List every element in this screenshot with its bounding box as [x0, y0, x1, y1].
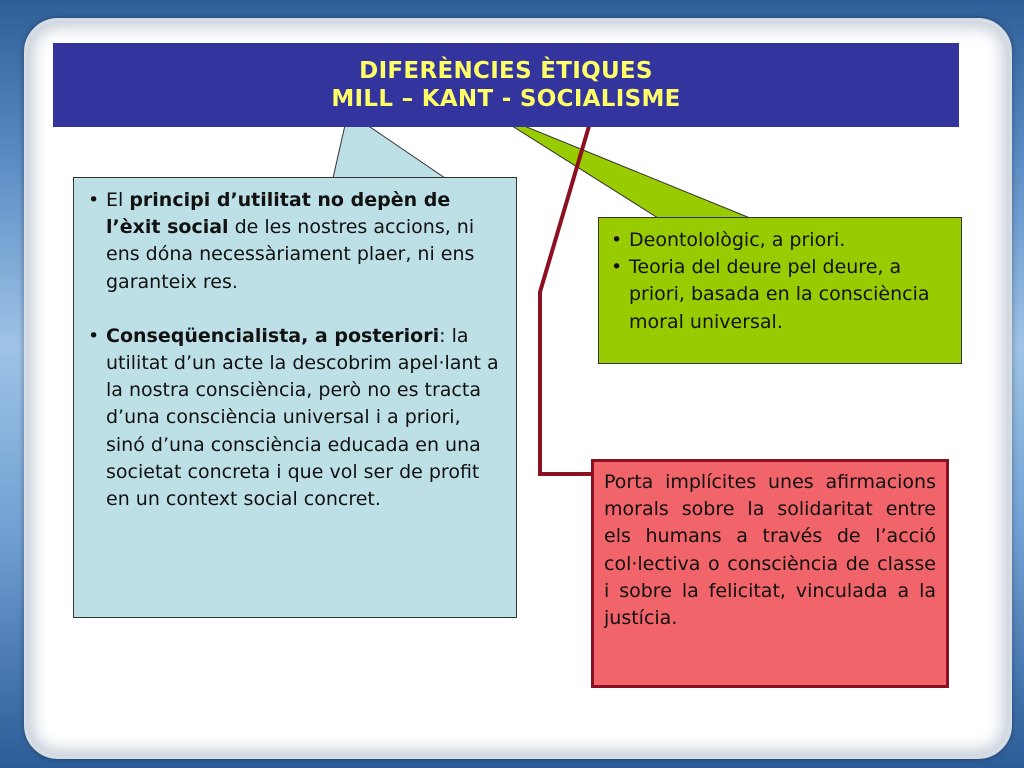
kant-item-2-text: Teoria del deure pel deure, a priori, basada en la consciència moral universal.	[629, 256, 930, 333]
bullet-icon: •	[611, 229, 623, 251]
kant-item-1-text: Deontolològic, a priori.	[629, 229, 846, 251]
mill-box	[73, 177, 517, 618]
bullet-icon: •	[88, 189, 100, 211]
title-line-2: MILL – KANT - SOCIALISME	[331, 86, 681, 112]
mill-item-1-text: de les nostres accions, ni ens dóna necessàriament plaer, ni ens garanteix res.	[106, 216, 475, 293]
bullet-icon: •	[611, 256, 623, 279]
socialism-box	[591, 459, 949, 688]
mill-item-1-bold: principi d’utilitat no depèn de l’èxit social	[106, 189, 451, 239]
list-item	[86, 323, 504, 513]
kant-callout-pointer	[490, 112, 750, 218]
kant-box	[598, 217, 962, 364]
list-spacer	[86, 296, 504, 323]
list-item	[609, 227, 951, 254]
bullet-icon: •	[88, 324, 100, 347]
mill-item-2-text: : la utilitat d’un acte la descobrim apel·lant a la nostra consciència, però no es tracta d’una consciència universal i a priori, sinó d’una consciència educada en una societat concreta i que vol ser de profit en un context social concret.	[106, 324, 499, 511]
mill-item-2-bold: Conseqüencialista, a posteriori	[106, 324, 440, 347]
title-line-1: DIFERÈNCIES ÈTIQUES	[359, 58, 653, 84]
title-banner	[53, 43, 959, 127]
kant-list	[609, 227, 951, 336]
mill-item-1-pre: El	[106, 189, 130, 211]
mill-list	[86, 187, 504, 513]
list-item	[86, 187, 504, 296]
list-item	[609, 254, 951, 336]
socialism-text: Porta implícites unes afirmacions morals sobre la solidaritat entre els humans a través de l’acció col·lectiva o consciència de classe i sobre la felicitat, vinculada a la justícia.	[604, 471, 936, 630]
